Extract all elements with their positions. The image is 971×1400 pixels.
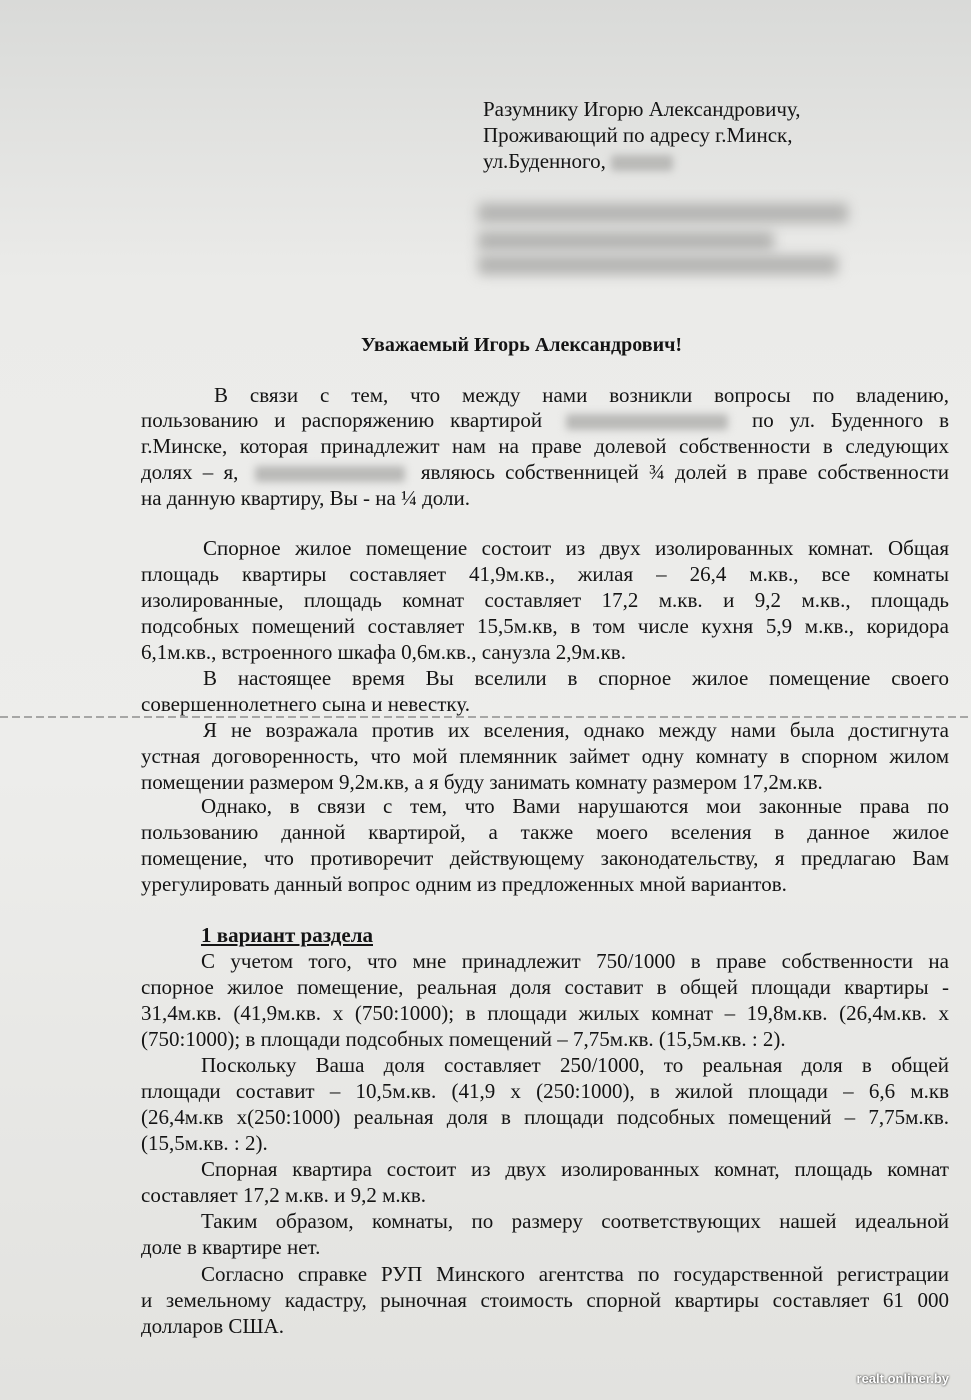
p6-line-4: (750:1000); в площади подсобных помещений – 7,75м.кв. (15,5м.кв. : 2). — [141, 1027, 786, 1051]
p2-line-2: площадь квартиры составляет 41,9м.кв., жилая – 26,4 м.кв., все комнаты — [141, 562, 949, 586]
p10-line-1: Согласно справке РУП Минского агентства по государственной регистрации — [201, 1262, 949, 1286]
p3-line-1: В настоящее время Вы вселили в спорное жилое помещение своего — [203, 666, 949, 690]
p1-line-4 — [141, 459, 949, 485]
recipient-name: Разумнику Игорю Александровичу, — [483, 97, 801, 121]
p5-line-4: урегулировать данный вопрос одним из предложенных мной вариантов. — [141, 872, 787, 896]
p1-line-4-b: являюсь собственницей ¾ долей в праве собственности — [420, 460, 950, 484]
p4-line-1: Я не возражала против их вселения, однако между нами была достигнута — [203, 718, 949, 742]
section-heading: 1 вариант раздела — [201, 923, 373, 947]
recipient-street-label: ул.Буденного, — [483, 149, 606, 173]
p1-line-5: на данную квартиру, Вы - на ¼ доли. — [141, 486, 470, 510]
p8-line-2: составляет 17,2 м.кв. и 9,2 м.кв. — [141, 1183, 426, 1207]
p10-line-2: и земельному кадастру, рыночная стоимость спорной квартиры составляет 61 000 — [141, 1288, 949, 1312]
p1-line-2 — [141, 407, 949, 433]
redacted-house-number — [611, 155, 673, 171]
p7-line-2: площади составит – 10,5м.кв. (41,9 х (250:1000), в жилой площади – 6,6 м.кв — [141, 1079, 949, 1103]
p5-line-2: пользованию данной квартирой, а также моего вселения в данное жилое — [141, 820, 949, 844]
p7-line-4: (15,5м.кв. : 2). — [141, 1131, 268, 1155]
p6-line-3: 31,4м.кв. (41,9м.кв. х (750:1000); в площади жилых комнат – 19,8м.кв. (26,4м.кв. х — [141, 1001, 949, 1025]
p1-line-2-a: пользованию и распоряжению квартирой — [141, 408, 543, 432]
recipient-address-street — [483, 148, 673, 174]
p6-line-1: С учетом того, что мне принадлежит 750/1000 в праве собственности на — [201, 949, 949, 973]
p8-line-1: Спорная квартира состоит из двух изолированных комнат, площадь комнат — [201, 1157, 949, 1181]
redacted-sender-line-1 — [478, 203, 848, 223]
p10-line-3: долларов США. — [141, 1314, 284, 1338]
p7-line-3: (26,4м.кв х(250:1000) реальная доля в площади подсобных помещений – 7,75м.кв. — [141, 1105, 949, 1129]
redacted-sender-line-2 — [478, 231, 774, 251]
p5-line-1: Однако, в связи с тем, что Вами нарушаются мои законные права по — [201, 794, 949, 818]
p2-line-3: изолированные, площадь комнат составляет 17,2 м.кв. и 9,2 м.кв., площадь — [141, 588, 949, 612]
p2-line-1: Спорное жилое помещение состоит из двух изолированных комнат. Общая — [203, 536, 949, 560]
p4-line-3: помещении размером 9,2м.кв, а я буду занимать комнату размером 17,2м.кв. — [141, 770, 823, 794]
redacted-sender-line-3 — [478, 255, 838, 275]
redacted-apartment-number — [566, 414, 728, 430]
salutation: Уважаемый Игорь Александрович! — [361, 334, 683, 356]
p2-line-5: 6,1м.кв., встроенного шкафа 0,6м.кв., санузла 2,9м.кв. — [141, 640, 626, 664]
p3-line-2: совершеннолетнего сына и невестку. — [141, 692, 470, 716]
p7-line-1: Поскольку Ваша доля составляет 250/1000, то реальная доля в общей — [201, 1053, 949, 1077]
p9-line-2: доле в квартире нет. — [141, 1235, 321, 1259]
site-watermark: realt.onliner.by — [856, 1371, 949, 1386]
p1-line-2-b: по ул. Буденного в — [752, 408, 950, 432]
p4-line-2: устная договоренность, что мой племянник займет одну комнату в спорном жилом — [141, 744, 949, 768]
recipient-address-city: Проживающий по адресу г.Минск, — [483, 123, 793, 147]
p1-line-3: г.Минске, которая принадлежит нам на праве долевой собственности в следующих — [141, 434, 949, 458]
p2-line-4: подсобных помещений составляет 15,5м.кв, в том числе кухня 5,9 м.кв., коридора — [141, 614, 949, 638]
p5-line-3: помещение, что противоречит действующему законодательству, я предлагаю Вам — [141, 846, 949, 870]
p1-line-1: В связи с тем, что между нами возникли вопросы по владению, — [214, 383, 949, 407]
redacted-sender-name — [255, 466, 405, 482]
p1-line-4-a: долях – я, — [141, 460, 239, 484]
p9-line-1: Таким образом, комнаты, по размеру соответствующих нашей идеальной — [201, 1209, 949, 1233]
p6-line-2: спорное жилое помещение, реальная доля составит в общей площади квартиры - — [141, 975, 949, 999]
